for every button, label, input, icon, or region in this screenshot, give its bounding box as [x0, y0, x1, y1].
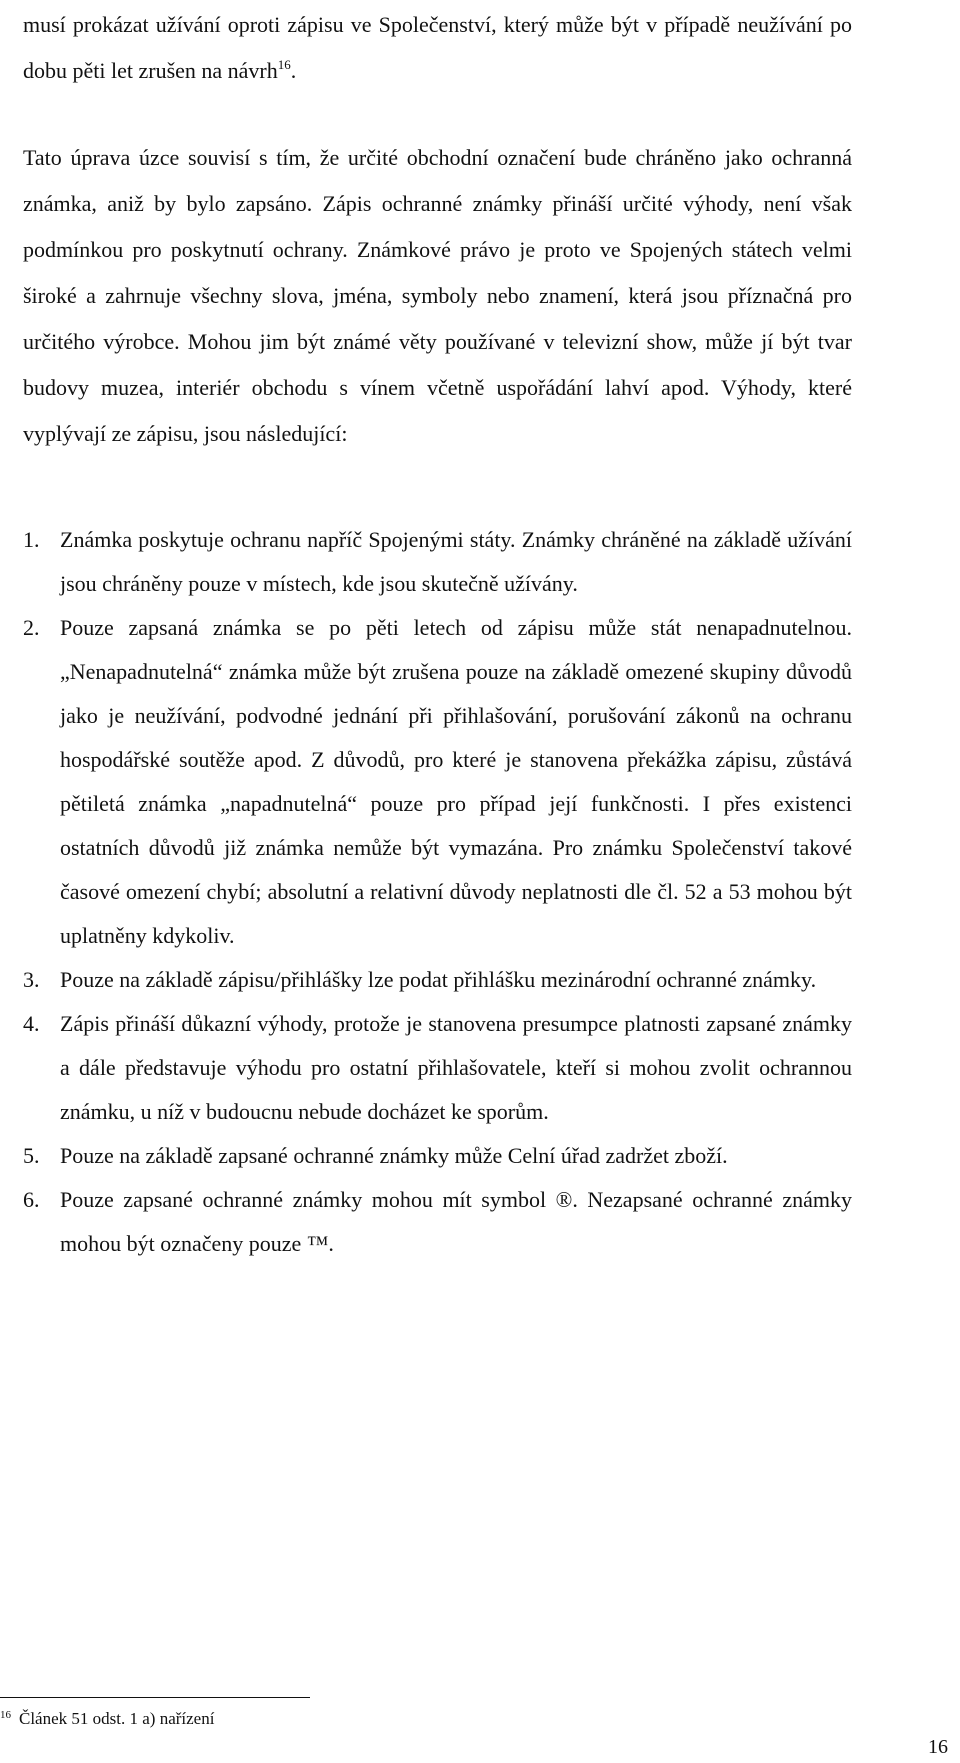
intro-text: musí prokázat užívání oproti zápisu ve Společenství, který může být v případě neužívání po dobu pěti let zrušen na návrh — [23, 12, 852, 83]
footnote-text: Článek 51 odst. 1 a) nařízení — [19, 1709, 215, 1728]
list-item-number: 3. — [23, 967, 40, 992]
list-item-text: Pouze zapsané ochranné známky mohou mít symbol ®. Nezapsané ochranné známky mohou být označeny pouze ™. — [60, 1187, 852, 1256]
list-item-text: Zápis přináší důkazní výhody, protože je stanovena presumpce platnosti zapsané známky a dále představuje výhodu pro ostatní přihlašovatele, kteří si mohou zvolit ochrannou známku, u níž v budoucnu nebude docházet ke sporům. — [60, 1011, 852, 1124]
list-item-number: 2. — [23, 615, 40, 640]
intro-end: . — [290, 58, 297, 83]
list-item-text: Pouze na základě zapsané ochranné známky může Celní úřad zadržet zboží. — [60, 1143, 728, 1168]
list-item-number: 5. — [23, 1143, 40, 1168]
list-item-text: Známka poskytuje ochranu napříč Spojenými státy. Známky chráněné na základě užívání jsou chráněny pouze v místech, kde jsou skutečně užívány. — [60, 527, 852, 596]
footnote-divider — [0, 1697, 310, 1698]
list-item — [23, 958, 852, 1002]
list-item-number: 4. — [23, 1011, 40, 1036]
footnote-number: 16 — [0, 1709, 11, 1721]
list-item-text: Pouze na základě zápisu/přihlášky lze podat přihlášku mezinárodní ochranné známky. — [60, 967, 817, 992]
main-paragraph: Tato úprava úzce souvisí s tím, že určité obchodní označení bude chráněno jako ochranná známka, aniž by bylo zapsáno. Zápis ochranné známky přináší určité výhody, není však podmínkou pro poskytnutí ochrany. Známkové právo je proto ve Spojených státech velmi široké a zahrnuje všechny slova, jména, symboly nebo znamení, která jsou příznačná pro určitého výrobce. Mohou jim být známé věty používané v televizní show, může jí být tvar budovy muzea, interiér obchodu s vínem včetně uspořádání lahví apod. Výhody, které vyplývají ze zápisu, jsou následující: — [23, 145, 852, 446]
footnote — [0, 1708, 214, 1730]
list-item — [23, 518, 852, 606]
list-item-text: Pouze zapsaná známka se po pěti letech od zápisu může stát nenapadnutelnou. „Nenapadnutelná“ známka může být zrušena pouze na základě omezené skupiny důvodů jako je neužívání, podvodné jednání při přihlašování, porušování zákonů na ochranu hospodářské soutěže apod. Z důvodů, pro které je stanovena překážka zápisu, zůstává pětiletá známka „napadnutelná“ pouze pro případ její funkčnosti. I přes existenci ostatních důvodů již známka nemůže být vymazána. Pro známku Společenství takové časové omezení chybí; absolutní a relativní důvody neplatnosti dle čl. 52 a 53 mohou být uplatněny kdykoliv. — [60, 615, 852, 948]
advantages-list — [23, 518, 852, 1266]
list-item — [23, 1002, 852, 1134]
list-item — [23, 1134, 852, 1178]
list-item-number: 6. — [23, 1187, 40, 1212]
list-item — [23, 606, 852, 958]
page-number: 16 — [928, 1736, 948, 1758]
footnote-reference[interactable]: 16 — [277, 57, 291, 72]
list-item-number: 1. — [23, 527, 40, 552]
list-item — [23, 1178, 852, 1266]
intro-paragraph — [23, 2, 852, 94]
